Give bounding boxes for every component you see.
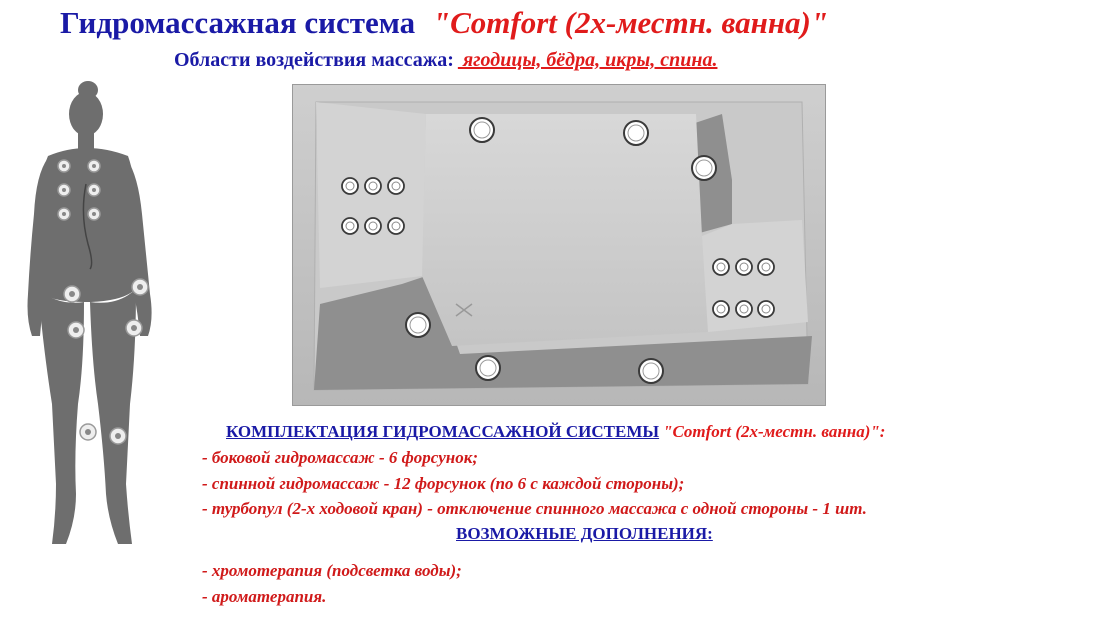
body-figure-illustration <box>18 74 168 554</box>
massage-areas-label: Области воздействия массажа: <box>174 49 454 71</box>
kit-item-side-jets: - боковой гидромассаж - 6 форсунок; <box>202 448 478 467</box>
extras-item-chromotherapy: - хромотерапия (подсветка воды); <box>202 561 462 580</box>
massage-areas <box>174 47 717 73</box>
page-title <box>60 4 828 42</box>
kit-heading-text: КОМПЛЕКТАЦИЯ ГИДРОМАССАЖНОЙ СИСТЕМЫ <box>226 422 660 441</box>
kit-item-turbopool: - турбопул (2-х ходовой кран) - отключение спинного массажа с одной стороны - 1 шт. <box>202 499 867 518</box>
title-text: Гидромассажная система <box>60 5 416 40</box>
extras-heading: ВОЗМОЖНЫЕ ДОПОЛНЕНИЯ: <box>456 524 713 543</box>
kit-item-back-jets: - спинной гидромассаж - 12 форсунок (по 6 с каждой стороны); <box>202 474 685 493</box>
extras-item-aromatherapy: - ароматерапия. <box>202 587 327 606</box>
kit-heading-model: "Comfort (2х-местн. ванна)": <box>663 422 886 441</box>
bathtub-illustration <box>292 84 826 406</box>
title-model: "Comfort (2х-местн. ванна)" <box>432 5 829 40</box>
kit-heading <box>226 421 885 443</box>
massage-areas-value: ягодицы, бёдра, икры, спина. <box>457 49 718 71</box>
